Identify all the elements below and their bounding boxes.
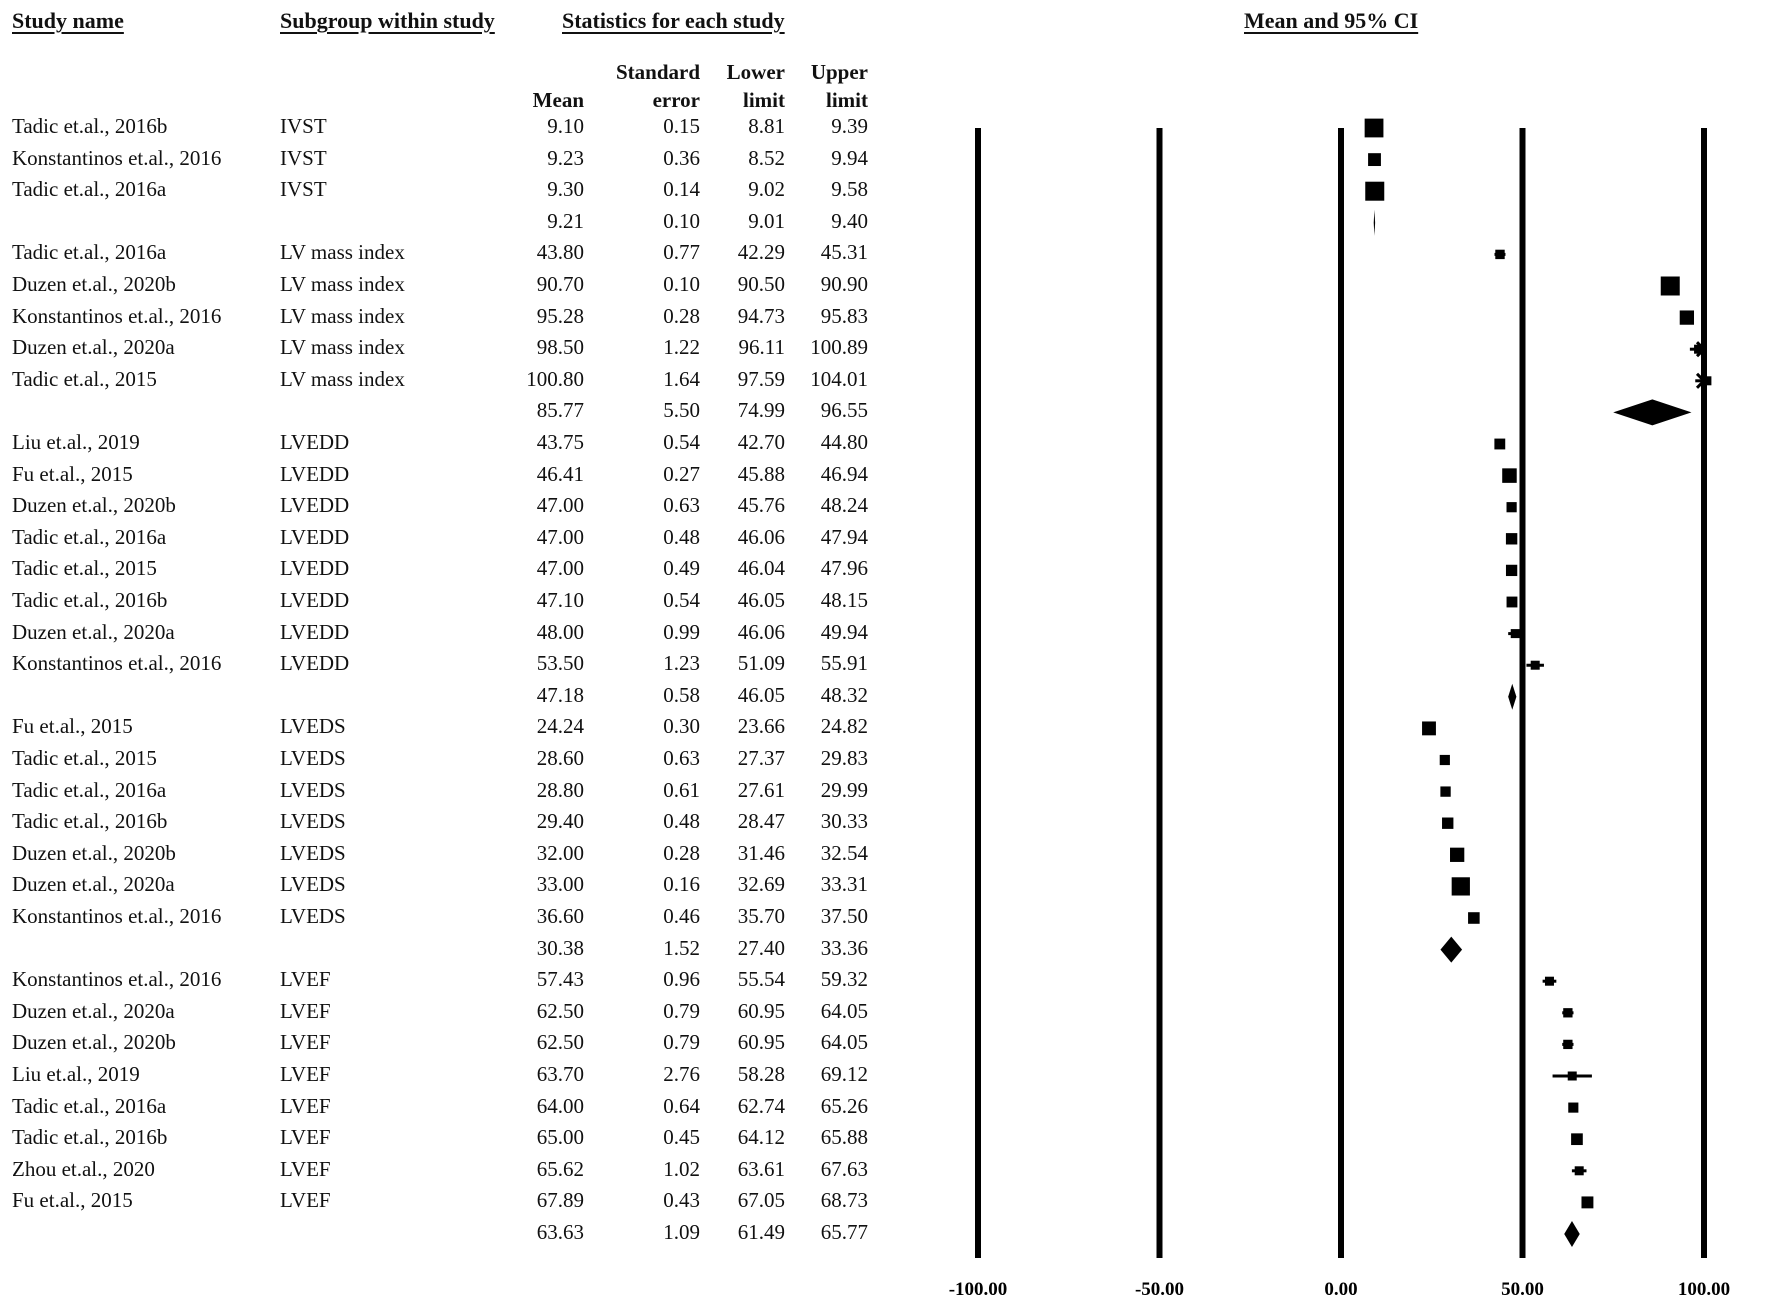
subgroup-cell: LVEDS	[280, 872, 346, 897]
subgroup-header: Subgroup within study	[280, 8, 495, 33]
study-name-cell: Liu et.al., 2019	[12, 430, 140, 454]
mean-cell: 62.50	[536, 1030, 584, 1055]
study-marker	[1507, 502, 1517, 512]
upper-limit-cell: 104.01	[810, 366, 868, 391]
upper-limit-cell: 9.94	[831, 145, 868, 170]
upper-header-line2: limit	[826, 88, 868, 112]
study-marker	[1450, 848, 1464, 862]
subgroup-cell: LVEDS	[280, 840, 346, 865]
se-cell: 5.50	[663, 398, 700, 423]
study-name-cell: Konstantinos et.al., 2016	[12, 145, 222, 170]
se-cell: 0.54	[663, 588, 700, 612]
se-cell: 0.43	[663, 1188, 700, 1213]
study-marker	[1506, 533, 1517, 544]
lower-limit-cell: 46.04	[737, 556, 785, 581]
se-cell: 0.10	[663, 208, 700, 233]
mean-cell: 29.40	[536, 809, 584, 834]
upper-limit-cell: 59.32	[820, 967, 868, 992]
upper-limit-cell: 90.90	[820, 272, 868, 296]
study-marker	[1511, 629, 1520, 638]
study-name-cell: Tadic et.al., 2016a	[12, 524, 167, 549]
study-name-cell: Tadic et.al., 2015	[12, 366, 157, 391]
study-name-cell: Duzen et.al., 2020b	[12, 840, 176, 865]
mean-cell: 47.00	[536, 493, 584, 518]
mean-cell: 28.60	[536, 746, 584, 770]
plot-title: Mean and 95% CI	[1244, 8, 1419, 33]
upper-limit-cell: 64.05	[820, 998, 868, 1023]
se-cell: 1.64	[663, 366, 700, 391]
lower-limit-cell: 45.88	[737, 461, 785, 486]
lower-limit-cell: 60.95	[737, 998, 785, 1023]
upper-limit-cell: 33.36	[820, 935, 868, 960]
subgroup-cell: LVEDD	[280, 556, 350, 581]
subgroup-cell: LV mass index	[280, 240, 405, 265]
summary-diamond	[1374, 210, 1375, 236]
mean-cell: 47.10	[536, 588, 584, 612]
lower-limit-cell: 55.54	[737, 967, 785, 992]
mean-cell: 85.77	[536, 398, 584, 423]
se-cell: 2.76	[663, 1062, 700, 1086]
mean-cell: 63.70	[536, 1062, 584, 1086]
mean-cell: 46.41	[536, 461, 584, 486]
se-cell: 0.63	[663, 493, 700, 518]
study-marker	[1468, 912, 1480, 924]
subgroup-cell: IVST	[280, 114, 327, 138]
lower-limit-cell: 27.37	[737, 746, 785, 770]
se-cell: 0.45	[663, 1125, 700, 1150]
mean-cell: 95.28	[536, 303, 584, 328]
mean-cell: 9.23	[547, 145, 584, 170]
upper-limit-cell: 65.26	[820, 1093, 868, 1118]
se-cell: 1.23	[663, 651, 700, 676]
study-name-cell: Konstantinos et.al., 2016	[12, 303, 222, 328]
study-name-cell: Fu et.al., 2015	[12, 461, 133, 486]
se-cell: 1.09	[663, 1220, 700, 1244]
study-name-cell: Tadic et.al., 2016b	[12, 1125, 168, 1150]
study-marker	[1507, 597, 1518, 608]
se-header-line2: error	[652, 88, 700, 112]
lower-limit-cell: 31.46	[737, 840, 785, 865]
upper-limit-cell: 47.96	[820, 556, 868, 581]
se-cell: 0.63	[663, 746, 700, 770]
se-cell: 0.77	[663, 240, 700, 265]
subgroup-cell: LV mass index	[280, 303, 405, 328]
upper-limit-cell: 67.63	[820, 1156, 868, 1181]
lower-limit-cell: 9.01	[748, 208, 785, 233]
study-marker	[1368, 153, 1381, 166]
upper-limit-cell: 48.15	[820, 588, 868, 612]
lower-limit-cell: 32.69	[737, 872, 785, 897]
se-cell: 0.99	[663, 619, 700, 644]
study-marker	[1440, 786, 1450, 796]
lower-limit-cell: 94.73	[737, 303, 785, 328]
lower-limit-cell: 97.59	[737, 366, 785, 391]
study-name-cell: Tadic et.al., 2016b	[12, 114, 168, 138]
upper-limit-cell: 9.40	[831, 208, 868, 233]
upper-limit-cell: 48.32	[820, 682, 868, 707]
se-header-line1: Standard	[615, 60, 700, 84]
subgroup-cell: LVEF	[280, 1125, 331, 1150]
se-cell: 0.28	[663, 840, 700, 865]
subgroup-cell: LV mass index	[280, 335, 405, 360]
se-cell: 0.10	[663, 272, 700, 296]
study-name-cell: Tadic et.al., 2016a	[12, 1093, 167, 1118]
lower-limit-cell: 8.52	[748, 145, 785, 170]
lower-limit-cell: 42.70	[737, 430, 785, 454]
lower-limit-cell: 58.28	[737, 1062, 785, 1086]
study-name-cell: Fu et.al., 2015	[12, 714, 133, 739]
subgroup-cell: LVEDD	[280, 651, 350, 676]
mean-cell: 100.80	[526, 366, 584, 391]
se-cell: 0.15	[663, 114, 700, 138]
study-marker	[1422, 721, 1436, 735]
upper-limit-cell: 69.12	[820, 1062, 868, 1086]
lower-limit-cell: 35.70	[737, 904, 785, 928]
se-cell: 0.79	[663, 998, 700, 1023]
upper-header-line1: Upper	[810, 60, 868, 84]
upper-limit-cell: 29.83	[820, 746, 868, 770]
x-tick-label: 100.00	[1677, 1279, 1731, 1300]
upper-limit-cell: 37.50	[820, 904, 868, 928]
mean-cell: 62.50	[536, 998, 584, 1023]
subgroup-cell: LVEDD	[280, 588, 350, 612]
study-marker	[1563, 1008, 1572, 1017]
upper-limit-cell: 44.80	[820, 430, 868, 454]
se-cell: 0.36	[663, 145, 700, 170]
mean-cell: 32.00	[536, 840, 584, 865]
upper-limit-cell: 95.83	[820, 303, 868, 328]
summary-diamond	[1564, 1221, 1580, 1247]
study-name-cell: Konstantinos et.al., 2016	[12, 904, 222, 928]
subgroup-cell: IVST	[280, 145, 327, 170]
study-marker	[1568, 1072, 1577, 1081]
study-name-cell: Konstantinos et.al., 2016	[12, 651, 222, 676]
mean-cell: 30.38	[536, 935, 584, 960]
mean-cell: 57.43	[536, 967, 584, 992]
se-cell: 1.02	[663, 1156, 700, 1181]
study-name-cell: Zhou et.al., 2020	[12, 1156, 155, 1181]
x-tick-label: 50.00	[1501, 1279, 1544, 1300]
subgroup-cell: LVEDD	[280, 619, 350, 644]
lower-header-line1: Lower	[726, 60, 785, 84]
study-marker	[1365, 182, 1384, 201]
subgroup-cell: LVEDD	[280, 430, 350, 454]
subgroup-cell: LV mass index	[280, 366, 405, 391]
mean-cell: 65.00	[536, 1125, 584, 1150]
se-cell: 0.30	[663, 714, 700, 739]
mean-cell: 90.70	[536, 272, 584, 296]
subgroup-cell: LVEF	[280, 998, 331, 1023]
study-name-cell: Tadic et.al., 2016b	[12, 588, 168, 612]
study-name-cell: Duzen et.al., 2020b	[12, 272, 176, 296]
study-marker	[1568, 1103, 1578, 1113]
lower-limit-cell: 28.47	[737, 809, 785, 834]
x-tick-label: 0.00	[1324, 1279, 1358, 1300]
mean-cell: 67.89	[536, 1188, 584, 1213]
se-cell: 0.79	[663, 1030, 700, 1055]
study-marker	[1452, 877, 1470, 895]
upper-limit-cell: 65.77	[820, 1220, 868, 1244]
summary-diamond	[1440, 937, 1462, 963]
study-marker	[1442, 818, 1453, 829]
upper-limit-cell: 55.91	[820, 651, 868, 676]
se-cell: 0.61	[663, 777, 700, 802]
study-name-cell: Konstantinos et.al., 2016	[12, 967, 222, 992]
mean-cell: 33.00	[536, 872, 584, 897]
study-marker	[1495, 250, 1504, 259]
study-name-cell: Duzen et.al., 2020a	[12, 619, 175, 644]
se-cell: 0.14	[663, 177, 700, 202]
study-marker	[1581, 1196, 1593, 1208]
mean-cell: 43.75	[536, 430, 584, 454]
subgroup-cell: LVEF	[280, 1062, 331, 1086]
mean-header-label: Mean	[532, 88, 584, 112]
lower-limit-cell: 67.05	[737, 1188, 785, 1213]
study-name-header: Study name	[12, 8, 124, 33]
lower-limit-cell: 62.74	[737, 1093, 785, 1118]
lower-limit-cell: 64.12	[737, 1125, 785, 1150]
lower-limit-cell: 96.11	[738, 335, 785, 360]
lower-limit-cell: 61.49	[737, 1220, 785, 1244]
se-cell: 0.28	[663, 303, 700, 328]
se-cell: 0.16	[663, 872, 700, 897]
mean-cell: 24.24	[536, 714, 584, 739]
lower-limit-cell: 42.29	[737, 240, 785, 265]
se-cell: 0.27	[663, 461, 700, 486]
subgroup-cell: LVEF	[280, 967, 331, 992]
study-marker	[1545, 977, 1554, 986]
lower-limit-cell: 63.61	[737, 1156, 785, 1181]
study-name-cell: Duzen et.al., 2020a	[12, 335, 175, 360]
study-name-cell: Tadic et.al., 2016a	[12, 240, 167, 265]
subgroup-cell: LV mass index	[280, 272, 405, 296]
mean-cell: 43.80	[536, 240, 584, 265]
upper-limit-cell: 29.99	[820, 777, 868, 802]
lower-limit-cell: 46.06	[737, 524, 785, 549]
upper-limit-cell: 47.94	[820, 524, 868, 549]
subgroup-cell: LVEDD	[280, 524, 350, 549]
study-marker	[1494, 439, 1505, 450]
study-name-cell: Fu et.al., 2015	[12, 1188, 133, 1213]
subgroup-cell: LVEF	[280, 1093, 331, 1118]
statistics-header: Statistics for each study	[562, 8, 785, 33]
mean-cell: 28.80	[536, 777, 584, 802]
study-name-cell: Duzen et.al., 2020b	[12, 493, 176, 518]
study-marker	[1531, 661, 1540, 670]
subgroup-cell: LVEDS	[280, 714, 346, 739]
upper-limit-cell: 24.82	[820, 714, 868, 739]
lower-header-line2: limit	[743, 88, 785, 112]
study-name-cell: Duzen et.al., 2020b	[12, 1030, 176, 1055]
se-cell: 0.48	[663, 809, 700, 834]
lower-limit-cell: 60.95	[737, 1030, 785, 1055]
mean-cell: 47.00	[536, 556, 584, 581]
upper-limit-cell: 32.54	[820, 840, 868, 865]
lower-limit-cell: 46.05	[737, 588, 785, 612]
study-name-cell: Duzen et.al., 2020a	[12, 872, 175, 897]
subgroup-cell: LVEF	[280, 1188, 331, 1213]
summary-diamond	[1508, 684, 1516, 710]
upper-limit-cell: 64.05	[820, 1030, 868, 1055]
study-name-cell: Tadic et.al., 2016a	[12, 177, 167, 202]
upper-limit-cell: 45.31	[820, 240, 868, 265]
upper-limit-cell: 33.31	[820, 872, 868, 897]
summary-diamond	[1613, 399, 1691, 425]
subgroup-cell: LVEDD	[280, 493, 350, 518]
subgroup-cell: LVEF	[280, 1156, 331, 1181]
subgroup-cell: LVEDS	[280, 777, 346, 802]
mean-cell: 9.10	[547, 114, 584, 138]
se-cell: 0.49	[663, 556, 700, 581]
lower-limit-cell: 46.06	[737, 619, 785, 644]
x-tick-label: -100.00	[948, 1279, 1008, 1300]
study-marker	[1661, 277, 1680, 296]
upper-limit-cell: 9.39	[831, 114, 868, 138]
mean-cell: 47.00	[536, 524, 584, 549]
subgroup-cell: LVEDS	[280, 809, 346, 834]
se-cell: 0.54	[663, 430, 700, 454]
mean-cell: 64.00	[536, 1093, 584, 1118]
x-tick-label: -50.00	[1134, 1279, 1185, 1300]
lower-limit-cell: 51.09	[737, 651, 785, 676]
lower-limit-cell: 74.99	[737, 398, 785, 423]
lower-limit-cell: 8.81	[748, 114, 785, 138]
study-marker	[1680, 310, 1694, 324]
upper-limit-cell: 30.33	[820, 809, 868, 834]
mean-cell: 48.00	[536, 619, 584, 644]
mean-cell: 53.50	[536, 651, 584, 676]
upper-limit-cell: 96.55	[820, 398, 868, 423]
upper-limit-cell: 46.94	[820, 461, 868, 486]
mean-cell: 9.21	[547, 208, 584, 233]
study-marker	[1563, 1040, 1572, 1049]
study-marker	[1571, 1133, 1583, 1145]
subgroup-cell: LVEDS	[280, 904, 346, 928]
study-marker	[1502, 468, 1517, 483]
lower-limit-cell: 45.76	[737, 493, 785, 518]
subgroup-cell: IVST	[280, 177, 327, 202]
mean-cell: 47.18	[536, 682, 584, 707]
upper-limit-cell: 9.58	[831, 177, 868, 202]
subgroup-cell: LVEDD	[280, 461, 350, 486]
se-cell: 0.96	[663, 967, 700, 992]
mean-cell: 63.63	[536, 1220, 584, 1244]
study-name-cell: Tadic et.al., 2015	[12, 746, 157, 770]
study-name-cell: Liu et.al., 2019	[12, 1062, 140, 1086]
upper-limit-cell: 100.89	[810, 335, 868, 360]
mean-cell: 36.60	[536, 904, 584, 928]
study-marker	[1506, 565, 1517, 576]
study-name-cell: Tadic et.al., 2016b	[12, 809, 168, 834]
se-cell: 0.46	[663, 904, 700, 928]
subgroup-cell: LVEF	[280, 1030, 331, 1055]
upper-limit-cell: 68.73	[820, 1188, 868, 1213]
upper-limit-cell: 65.88	[820, 1125, 868, 1150]
se-cell: 1.22	[663, 335, 700, 360]
lower-limit-cell: 46.05	[737, 682, 785, 707]
lower-limit-cell: 9.02	[748, 177, 785, 202]
mean-cell: 65.62	[536, 1156, 584, 1181]
lower-limit-cell: 90.50	[737, 272, 785, 296]
mean-cell: 98.50	[536, 335, 584, 360]
study-name-cell: Duzen et.al., 2020a	[12, 998, 175, 1023]
se-cell: 0.48	[663, 524, 700, 549]
se-cell: 1.52	[663, 935, 700, 960]
study-marker	[1575, 1166, 1584, 1175]
se-cell: 0.64	[663, 1093, 700, 1118]
lower-limit-cell: 27.40	[737, 935, 785, 960]
subgroup-cell: LVEDS	[280, 746, 346, 770]
study-marker	[1440, 755, 1450, 765]
lower-limit-cell: 27.61	[737, 777, 785, 802]
upper-limit-cell: 48.24	[820, 493, 868, 518]
study-name-cell: Tadic et.al., 2016a	[12, 777, 167, 802]
lower-limit-cell: 23.66	[737, 714, 785, 739]
study-name-cell: Tadic et.al., 2015	[12, 556, 157, 581]
study-marker	[1365, 119, 1384, 138]
se-cell: 0.58	[663, 682, 700, 707]
upper-limit-cell: 49.94	[820, 619, 868, 644]
mean-cell: 9.30	[547, 177, 584, 202]
